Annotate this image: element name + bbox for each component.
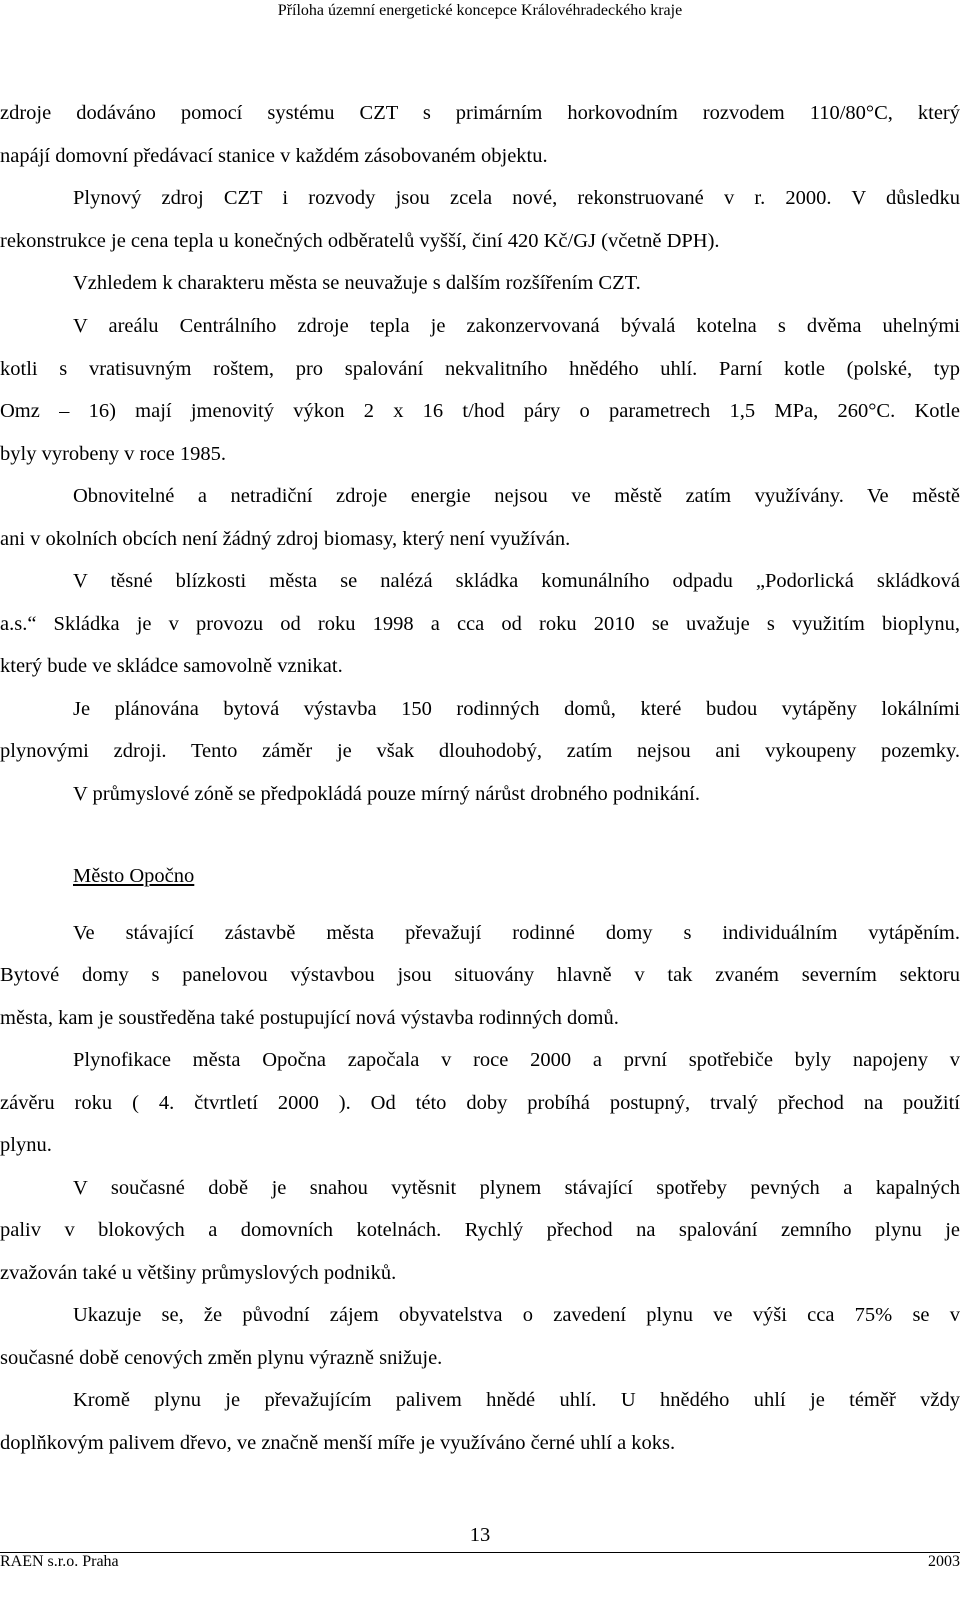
text-line: závěru roku ( 4. čtvrtletí 2000 ). Od této doby probíhá postupný, trvalý přechod na použití	[0, 1092, 960, 1114]
text-line: Bytové domy s panelovou výstavbou jsou situovány hlavně v tak zvaném severním sektoru	[0, 964, 960, 986]
text-line: byly vyrobeny v roce 1985.	[0, 443, 227, 465]
text-line: současné době cenových změn plynu výrazně snižuje.	[0, 1347, 443, 1369]
footer-company: RAEN s.r.o. Praha	[0, 1553, 119, 1570]
text-line: který bude ve skládce samovolně vznikat.	[0, 655, 343, 677]
text-line: Kromě plynu je převažujícím palivem hnědé uhlí. U hnědého uhlí je téměř vždy	[73, 1389, 960, 1411]
text-line: a.s.“ Skládka je v provozu od roku 1998 a cca od roku 2010 se uvažuje s využitím bioplynu,	[0, 613, 960, 635]
text-line: plynovými zdroji. Tento záměr je však dlouhodobý, zatím nejsou ani vykoupeny pozemky.	[0, 740, 960, 762]
page-number: 13	[469, 1524, 491, 1546]
text-line: Plynový zdroj CZT i rozvody jsou zcela nové, rekonstruované v r. 2000. V důsledku	[73, 187, 960, 209]
text-line: napájí domovní předávací stanice v každém zásobovaném objektu.	[0, 145, 548, 167]
text-line: Plynofikace města Opočna započala v roce 2000 a první spotřebiče byly napojeny v	[73, 1049, 960, 1071]
text-line: Je plánována bytová výstavba 150 rodinných domů, které budou vytápěny lokálními	[73, 698, 960, 720]
text-line: Vzhledem k charakteru města se neuvažuje s dalším rozšířením CZT.	[73, 272, 641, 294]
text-line: zvažován také u většiny průmyslových podniků.	[0, 1262, 397, 1284]
text-line: V těsné blízkosti města se nalézá skládka komunálního odpadu „Podorlická skládková	[73, 570, 960, 592]
footer-year: 2003	[928, 1553, 960, 1570]
text-line: města, kam je soustředěna také postupující nová výstavba rodinných domů.	[0, 1007, 619, 1029]
text-line: ani v okolních obcích není žádný zdroj biomasy, který není využíván.	[0, 528, 571, 550]
text-line: V průmyslové zóně se předpokládá pouze mírný nárůst drobného podnikání.	[73, 783, 701, 805]
text-line: Omz – 16) mají jmenovitý výkon 2 x 16 t/hod páry o parametrech 1,5 MPa, 260°C. Kotle	[0, 400, 960, 422]
text-line: Ve stávající zástavbě města převažují rodinné domy s individuálním vytápěním.	[73, 922, 960, 944]
text-line: doplňkovým palivem dřevo, ve značně menší míře je využíváno černé uhlí a koks.	[0, 1432, 676, 1454]
text-line: kotli s vratisuvným roštem, pro spalování nekvalitního hnědého uhlí. Parní kotle (polské, typ	[0, 358, 960, 380]
text-line: V areálu Centrálního zdroje tepla je zakonzervovaná bývalá kotelna s dvěma uhelnými	[73, 315, 960, 337]
text-line: paliv v blokových a domovních kotelnách. Rychlý přechod na spalování zemního plynu je	[0, 1219, 960, 1241]
text-line: plynu.	[0, 1134, 52, 1156]
text-line: Obnovitelné a netradiční zdroje energie nejsou ve městě zatím využívány. Ve městě	[73, 485, 960, 507]
section-title: Město Opočno	[73, 865, 195, 887]
text-line: V současné době je snahou vytěsnit plynem stávající spotřeby pevných a kapalných	[73, 1177, 960, 1199]
text-line: zdroje dodáváno pomocí systému CZT s primárním horkovodním rozvodem 110/80°C, který	[0, 102, 960, 124]
text-line: rekonstrukce je cena tepla u konečných odběratelů vyšší, činí 420 Kč/GJ (včetně DPH).	[0, 230, 720, 252]
footer-rule	[0, 1552, 960, 1553]
page-header: Příloha územní energetické koncepce Královéhradeckého kraje	[277, 2, 683, 19]
text-line: Ukazuje se, že původní zájem obyvatelstva o zavedení plynu ve výši cca 75% se v	[73, 1304, 960, 1326]
